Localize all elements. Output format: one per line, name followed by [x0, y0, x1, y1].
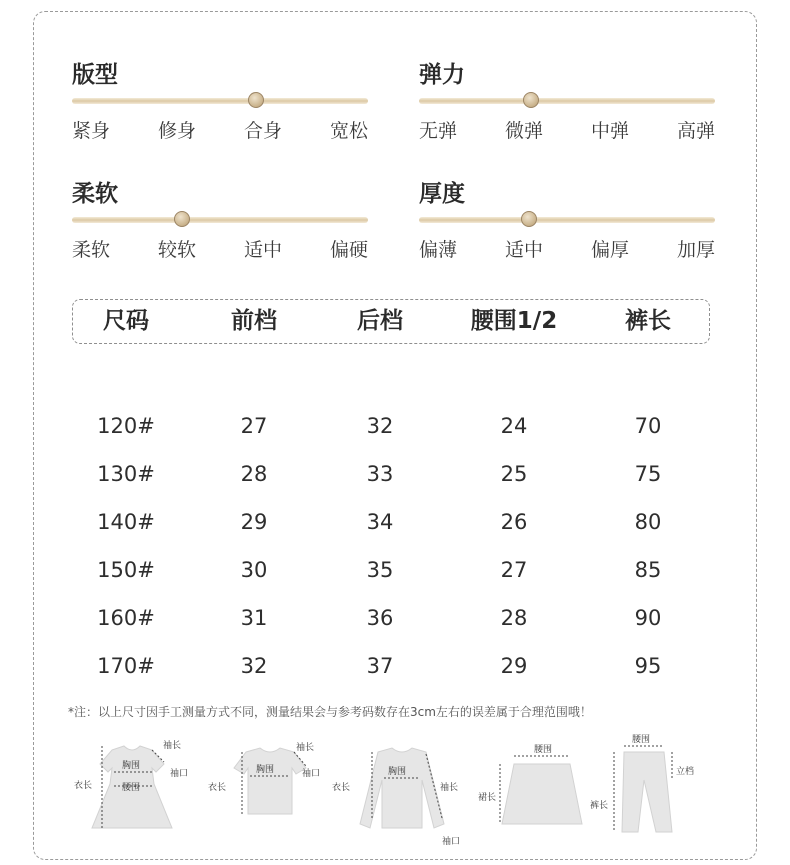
header-front-rise: 前档: [231, 308, 277, 334]
cell-back-rise: 32: [366, 414, 394, 438]
label-length: 衣长: [208, 783, 227, 793]
attribute-track: [419, 217, 715, 223]
cell-front-rise: 31: [240, 606, 268, 630]
attribute-title: 厚度: [419, 181, 465, 207]
cell-front-rise: 29: [240, 510, 268, 534]
label-chest: 胸围: [122, 761, 141, 771]
cell-pants-length: 80: [634, 510, 662, 534]
label-length: 衣长: [74, 781, 93, 791]
header-size: 尺码: [103, 308, 149, 334]
label-length: 裙长: [478, 793, 497, 803]
table-row: [0, 555, 790, 585]
tshirt-shape: [234, 748, 306, 814]
label-cuff: 袖口: [170, 769, 189, 779]
attribute-track: [72, 217, 368, 223]
cell-half-waist: 29: [500, 654, 528, 678]
label-rise: 立档: [676, 767, 695, 777]
attribute-options: [419, 116, 715, 143]
cell-half-waist: 25: [500, 462, 528, 486]
option-label: 宽松: [329, 120, 368, 142]
table-row: [0, 603, 790, 633]
option-label: 合身: [243, 120, 282, 142]
skirt-diagram: [478, 744, 582, 824]
option-label: 加厚: [676, 239, 715, 261]
attribute-fit: [72, 60, 372, 142]
attribute-knob: [174, 211, 190, 227]
cell-size: 120#: [97, 414, 155, 438]
cell-size: 170#: [97, 654, 155, 678]
attribute-title: 版型: [72, 62, 118, 88]
attribute-options: [72, 116, 368, 143]
label-length: 衣长: [332, 783, 351, 793]
cell-half-waist: 24: [500, 414, 528, 438]
cell-size: 160#: [97, 606, 155, 630]
header-half-waist: 腰围1/2: [470, 308, 558, 334]
pants-diagram: [590, 734, 694, 832]
measurement-note: *注：以上尺寸因手工测量方式不同，测量结果会与参考码数存在3cm左右的误差属于合理范围哦！: [68, 705, 592, 719]
option-label: 柔软: [72, 239, 111, 261]
cell-pants-length: 90: [634, 606, 662, 630]
option-label: 修身: [157, 120, 196, 142]
cell-half-waist: 27: [500, 558, 528, 582]
attribute-knob: [521, 211, 537, 227]
table-row: [0, 507, 790, 537]
attribute-title: 柔软: [72, 181, 118, 207]
table-row: [0, 651, 790, 681]
cell-size: 130#: [97, 462, 155, 486]
attribute-track: [419, 98, 715, 104]
label-sleeve-length: 袖长: [296, 743, 315, 753]
cell-back-rise: 35: [366, 558, 394, 582]
header-pants-length: 裤长: [625, 308, 671, 334]
header-back-rise: 后档: [357, 308, 403, 334]
cell-front-rise: 27: [240, 414, 268, 438]
cell-back-rise: 34: [366, 510, 394, 534]
attribute-track: [72, 98, 368, 104]
cell-half-waist: 28: [500, 606, 528, 630]
label-cuff: 袖口: [442, 837, 461, 847]
attribute-thickness: [419, 179, 719, 261]
cell-size: 140#: [97, 510, 155, 534]
cell-front-rise: 28: [240, 462, 268, 486]
attribute-elasticity: [419, 60, 719, 142]
option-label: 无弹: [419, 120, 458, 142]
cell-back-rise: 37: [366, 654, 394, 678]
cell-size: 150#: [97, 558, 155, 582]
option-label: 偏硬: [329, 239, 368, 261]
label-sleeve-length: 袖长: [163, 741, 182, 751]
label-length: 裤长: [590, 801, 609, 811]
attribute-options: [419, 235, 715, 262]
option-label: 适中: [243, 239, 282, 261]
attribute-options: [72, 235, 368, 262]
table-row: [0, 411, 790, 441]
cell-half-waist: 26: [500, 510, 528, 534]
option-label: 较软: [157, 239, 196, 261]
cell-back-rise: 33: [366, 462, 394, 486]
label-chest: 胸围: [388, 767, 407, 777]
label-sleeve-length: 袖长: [440, 783, 459, 793]
option-label: 偏厚: [590, 239, 629, 261]
cell-front-rise: 32: [240, 654, 268, 678]
label-chest: 胸围: [256, 765, 275, 775]
label-waist: 腰围: [534, 745, 553, 755]
attribute-title: 弹力: [419, 62, 465, 88]
cell-pants-length: 70: [634, 414, 662, 438]
tshirt-diagram: [208, 741, 320, 814]
attribute-knob: [248, 92, 264, 108]
option-label: 紧身: [72, 120, 111, 142]
option-label: 高弹: [676, 120, 715, 142]
garment-diagrams-svg: [60, 728, 740, 853]
option-label: 偏薄: [419, 239, 458, 261]
option-label: 微弹: [504, 120, 543, 142]
cell-front-rise: 30: [240, 558, 268, 582]
size-table-header-labels: [0, 299, 790, 344]
label-waist: 腰围: [122, 783, 141, 793]
table-row: [0, 459, 790, 489]
option-label: 适中: [504, 239, 543, 261]
attribute-softness: [72, 179, 372, 261]
sweater-shape: [360, 748, 444, 828]
skirt-shape: [502, 764, 582, 824]
dress-diagram: [74, 739, 188, 828]
sweater-diagram: [332, 748, 460, 847]
label-waist: 腰围: [632, 735, 651, 745]
cell-pants-length: 75: [634, 462, 662, 486]
cell-pants-length: 95: [634, 654, 662, 678]
label-cuff: 袖口: [302, 769, 321, 779]
cell-back-rise: 36: [366, 606, 394, 630]
option-label: 中弹: [590, 120, 629, 142]
measurement-diagrams: [60, 728, 740, 853]
cell-pants-length: 85: [634, 558, 662, 582]
pants-shape: [622, 752, 672, 832]
